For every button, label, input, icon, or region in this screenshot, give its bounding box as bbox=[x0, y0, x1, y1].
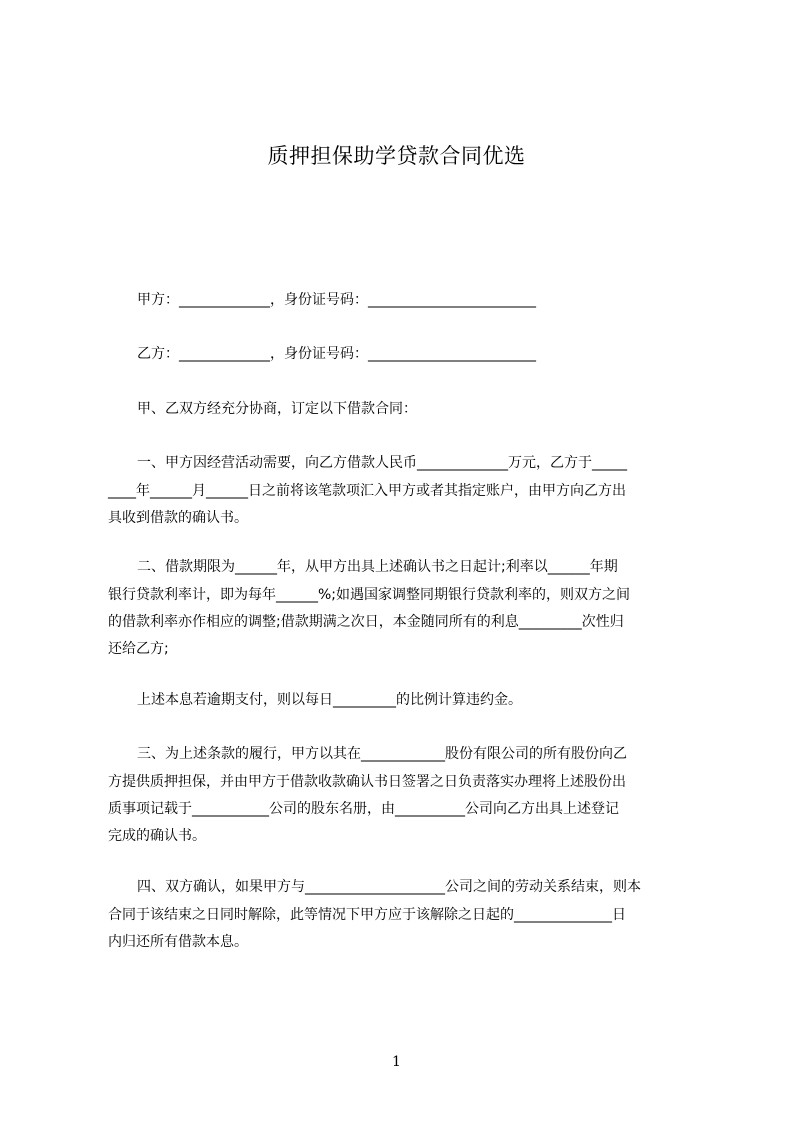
clause-1-line-1: 一、甲方因经营活动需要，向乙方借款人民币_____________万元，乙方于_____ bbox=[137, 455, 627, 471]
penalty-line: 上述本息若逾期支付，则以每日_________的比例计算违约金。 bbox=[137, 692, 522, 708]
clause-2-line-2: 银行贷款利率计，即为每年______%;如遇国家调整同期银行贷款利率的，则双方之间 bbox=[108, 587, 631, 603]
intro-line: 甲、乙双方经充分协商，订定以下借款合同： bbox=[137, 401, 417, 417]
party-a-line: 甲方：_____________，身份证号码：________________________ bbox=[137, 292, 536, 308]
clause-1-line-2: ____年______月______日之前将该笔款项汇入甲方或者其指定账户，由甲方向乙方出 bbox=[108, 483, 626, 499]
document-title: 质押担保助学贷款合同优选 bbox=[267, 144, 526, 168]
clause-4-line-1: 四、双方确认，如果甲方与____________________公司之间的劳动关系结束，则本 bbox=[137, 879, 641, 895]
clause-4-line-2: 合同于该结束之日同时解除，此等情况下甲方应于该解除之日起的______________日 bbox=[108, 907, 626, 923]
clause-1-line-3: 具收到借款的确认书。 bbox=[108, 510, 248, 526]
clause-2-line-1: 二、借款期限为______年，从甲方出具上述确认书之日起计;利率以______年期 bbox=[137, 559, 618, 575]
clause-3-line-4: 完成的确认书。 bbox=[108, 828, 206, 844]
page-number: 1 bbox=[392, 1054, 401, 1070]
party-b-line: 乙方：_____________，身份证号码：________________________ bbox=[137, 346, 536, 362]
clause-3-line-1: 三、为上述条款的履行，甲方以其在____________股份有限公司的所有股份向乙 bbox=[137, 746, 627, 762]
clause-4-line-3: 内归还所有借款本息。 bbox=[108, 934, 248, 950]
clause-2-line-4: 还给乙方; bbox=[108, 641, 169, 657]
clause-3-line-3: 质事项记载于___________公司的股东名册，由__________公司向乙方出具上述登记 bbox=[108, 801, 619, 817]
clause-3-line-2: 方提供质押担保，并由甲方于借款收款确认书日签署之日负责落实办理将上述股份出 bbox=[108, 774, 626, 790]
clause-2-line-3: 的借款利率亦作相应的调整;借款期满之次日，本金随同所有的利息_________次性归 bbox=[108, 614, 624, 630]
